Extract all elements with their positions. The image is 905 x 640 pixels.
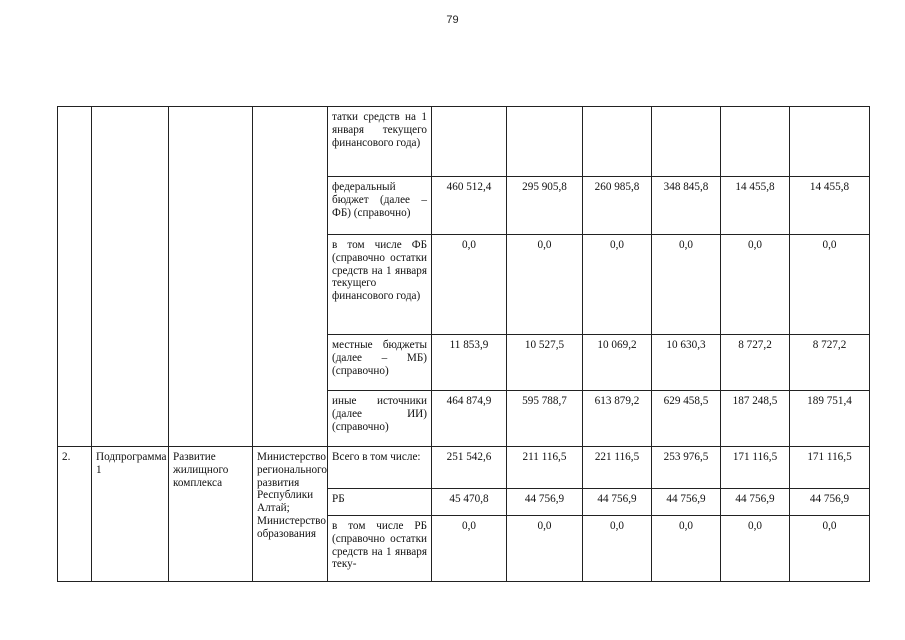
item-number-cell: 2. <box>58 447 92 582</box>
funding-source-cell: федеральный бюджет (далее – ФБ) (справочно) <box>328 177 432 235</box>
item-name-cell: Развитие жилищного комплекса <box>169 447 253 582</box>
table-row <box>58 447 870 489</box>
value-cell: 251 542,6 <box>432 447 507 489</box>
item-executor-cell <box>253 107 328 447</box>
value-cell: 460 512,4 <box>432 177 507 235</box>
value-cell: 44 756,9 <box>790 489 870 516</box>
value-cell: 0,0 <box>583 235 652 335</box>
value-cell: 295 905,8 <box>507 177 583 235</box>
value-cell: 211 116,5 <box>507 447 583 489</box>
value-cell <box>721 107 790 177</box>
value-cell: 44 756,9 <box>583 489 652 516</box>
item-type-cell <box>92 107 169 447</box>
value-cell: 0,0 <box>721 516 790 582</box>
value-cell: 8 727,2 <box>721 335 790 391</box>
item-type-cell: Подпрограмма 1 <box>92 447 169 582</box>
value-cell: 0,0 <box>507 235 583 335</box>
value-cell: 44 756,9 <box>652 489 721 516</box>
value-cell: 10 630,3 <box>652 335 721 391</box>
value-cell: 0,0 <box>652 516 721 582</box>
value-cell: 0,0 <box>432 516 507 582</box>
budget-table <box>57 106 870 582</box>
value-cell: 0,0 <box>652 235 721 335</box>
value-cell: 221 116,5 <box>583 447 652 489</box>
item-executor-cell: Министерство регионального развития Республики Алтай; Министерство образования <box>253 447 328 582</box>
funding-source-cell: местные бюджеты (далее – МБ) (справочно) <box>328 335 432 391</box>
value-cell: 171 116,5 <box>721 447 790 489</box>
table-row <box>58 107 870 177</box>
value-cell: 0,0 <box>583 516 652 582</box>
funding-source-cell: в том числе ФБ (справочно остатки средств на 1 января текущего финансового года) <box>328 235 432 335</box>
value-cell: 253 976,5 <box>652 447 721 489</box>
item-name-cell <box>169 107 253 447</box>
value-cell: 10 527,5 <box>507 335 583 391</box>
value-cell: 189 751,4 <box>790 391 870 447</box>
value-cell: 14 455,8 <box>790 177 870 235</box>
value-cell: 464 874,9 <box>432 391 507 447</box>
value-cell: 187 248,5 <box>721 391 790 447</box>
value-cell: 10 069,2 <box>583 335 652 391</box>
funding-source-cell: РБ <box>328 489 432 516</box>
value-cell: 0,0 <box>721 235 790 335</box>
value-cell: 260 985,8 <box>583 177 652 235</box>
value-cell <box>432 107 507 177</box>
value-cell: 0,0 <box>507 516 583 582</box>
funding-source-cell: в том числе РБ (справочно остатки средств на 1 января теку- <box>328 516 432 582</box>
value-cell: 629 458,5 <box>652 391 721 447</box>
value-cell: 11 853,9 <box>432 335 507 391</box>
funding-source-cell: иные источники (далее ИИ) (справочно) <box>328 391 432 447</box>
value-cell: 14 455,8 <box>721 177 790 235</box>
value-cell: 613 879,2 <box>583 391 652 447</box>
value-cell: 0,0 <box>790 235 870 335</box>
item-number-cell <box>58 107 92 447</box>
value-cell: 348 845,8 <box>652 177 721 235</box>
value-cell: 44 756,9 <box>507 489 583 516</box>
value-cell: 45 470,8 <box>432 489 507 516</box>
value-cell: 0,0 <box>432 235 507 335</box>
value-cell <box>507 107 583 177</box>
funding-source-cell: татки средств на 1 января текущего финансового года) <box>328 107 432 177</box>
value-cell: 44 756,9 <box>721 489 790 516</box>
value-cell <box>790 107 870 177</box>
value-cell: 171 116,5 <box>790 447 870 489</box>
value-cell <box>583 107 652 177</box>
value-cell: 8 727,2 <box>790 335 870 391</box>
value-cell: 0,0 <box>790 516 870 582</box>
value-cell: 595 788,7 <box>507 391 583 447</box>
value-cell <box>652 107 721 177</box>
page-number: 79 <box>446 14 459 26</box>
funding-source-cell: Всего в том числе: <box>328 447 432 489</box>
